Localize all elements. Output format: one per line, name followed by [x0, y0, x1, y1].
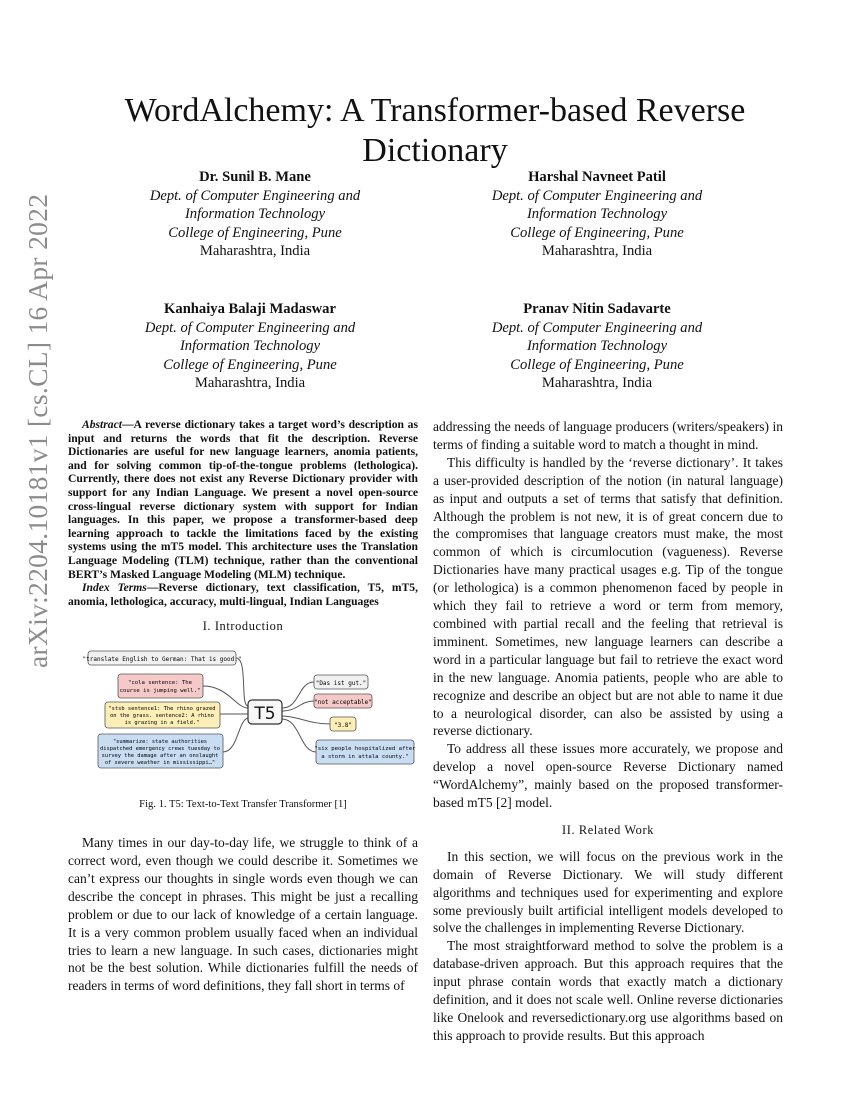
author-dept: Information Technology [526, 338, 668, 355]
abstract-label: Abstract [82, 418, 122, 431]
output-text: "not acceptable" [314, 699, 372, 707]
author-location: Maharashtra, India [541, 375, 653, 392]
author-dept: Dept. of Computer Engineering and [491, 319, 703, 336]
index-terms-text: —Reverse dictionary, text classification, T5, mT5, anomia, lethologica, accuracy, multi-lingual, Indian Languages [68, 581, 418, 608]
body-paragraph: Many times in our day-to-day life, we struggle to think of a correct word, even though we could describe it. Sometimes we can’t express our thoughts in single words even though we can describe the concept in phrases. This might be just a recalling problem or due to our lack of knowledge of a certain language. It is a very common problem usually faced when an individual tries to learn a new language. In such cases, dictionaries might not be the best solution. While dictionaries fulfill the needs of readers in terms of word definitions, they fall short in terms of [68, 835, 418, 994]
author-location: Maharashtra, India [541, 243, 653, 260]
author-block [427, 168, 767, 261]
author-name: Pranav Nitin Sadavarte [523, 301, 671, 317]
connector-line [282, 716, 330, 724]
author-dept: Information Technology [184, 206, 326, 223]
body-paragraph: The most straightforward method to solve the problem is a database-driven approach. But this approach requires that the input phrase contain words that exactly match a dictionary definition, and it does not scale well. Online reverse dictionaries like Onelook and reversedictionary.org use algorithms based on this approach to provide results. But this approach [433, 938, 783, 1043]
author-dept: Dept. of Computer Engineering and [149, 187, 361, 204]
input-text: survey the damage after an onslaught [101, 753, 219, 760]
body-paragraph: In this section, we will focus on the previous work in the domain of Reverse Dictionary. We will study different algorithms and techniques used for experimenting and explore some previously built artificial intelligent models developed to solve the challenges in implementing Reverse Dictionary. [433, 848, 783, 936]
author-college: College of Engineering, Pune [168, 224, 342, 241]
abstract-text: —A reverse dictionary takes a target word’s description as input and returns the words that fit the description. Reverse Dictionaries are useful for new language learners, anomia patients, and for solving common tip-of-the-tongue problems (lethologica). Currently, there does not exist any Reverse Dictionary provider with support for any Indian Language. We present a novel open-source cross-lingual reverse dictionary system with support for Indian languages. In this paper, we propose a transformer-based deep learning approach to tackle the limitations faced by the existing systems using the mT5 model. This architecture uses the Translation Language Modeling (TLM) technique, rather than the conventional BERT’s Masked Language Modeling (MLM) technique. [68, 418, 418, 581]
body-paragraph: addressing the needs of language producers (writers/speakers) in terms of finding a suitable word to match a thought in mind. [433, 419, 783, 452]
input-text: "summarize: state authorities [112, 739, 208, 746]
output-text: a storm in attala county." [321, 754, 409, 761]
author-dept: Information Technology [179, 338, 321, 355]
left-column [68, 418, 418, 995]
paper-title: WordAlchemy: A Transformer-based Reverse Dictionary [124, 91, 746, 169]
right-column [433, 418, 783, 1045]
connector-line [223, 718, 248, 752]
input-text: "stsb sentence1: The rhino grazed [108, 706, 216, 713]
connector-line [236, 658, 248, 706]
author-dept: Dept. of Computer Engineering and [144, 319, 356, 336]
input-text: of severe weather in mississippi…" [104, 760, 216, 767]
input-text: "translate English to German: That is good." [82, 656, 242, 664]
output-text: "Das ist gut." [315, 680, 367, 688]
input-box [118, 674, 203, 698]
author-name: Harshal Navneet Patil [528, 169, 666, 185]
figure-caption: Fig. 1. T5: Text-to-Text Transfer Transformer [1] [139, 799, 347, 811]
body-paragraph: To address all these issues more accurately, we propose and develop a novel open-source Reverse Dictionary named “WordAlchemy”, mainly based on the proposed transformer-based mT5 [2] model. [433, 741, 783, 811]
input-text: is grazing in a field." [124, 720, 200, 727]
author-location: Maharashtra, India [194, 375, 306, 392]
author-college: College of Engineering, Pune [510, 224, 684, 241]
body-paragraph: This difficulty is handled by the ‘reverse dictionary’. It takes a user-provided description of the notion (in natural language) as input and outputs a set of terms that satisfy that definition. Although the problem is not new, it is of great concern due to the compromises that language creators must make, the most common of which is circumlocution (vagueness). Reverse Dictionaries have many practical usages e.g. Tip of the tongue (or lethologica) is a common phenomenon faced by people in which they fail to retrieve a word or term from memory, combined with partial recall and the feeling that retrieval is imminent. Sometimes, new language learners can describe a word in a particular language but fail to retrieve the exact word in the new language. Anomia patients, people who are able to recognize and describe an object but are not able to name it due to a neurological disorder, can also be assisted by using a reverse dictionary. [433, 454, 783, 739]
output-box [316, 740, 414, 764]
input-text: course is jumping well." [119, 688, 201, 695]
t5-model-label: T5 [254, 704, 276, 725]
output-text: "six people hospitalized after [314, 746, 416, 753]
abstract [68, 418, 418, 608]
author-college: College of Engineering, Pune [510, 356, 684, 373]
section-heading: II. Related Work [562, 822, 654, 837]
author-location: Maharashtra, India [199, 243, 311, 260]
author-name: Dr. Sunil B. Mane [199, 169, 311, 185]
input-text: dispatched emergency crews tuesday to [99, 746, 221, 753]
connector-line [282, 701, 314, 711]
author-dept: Dept. of Computer Engineering and [491, 187, 703, 204]
arxiv-identifier[interactable]: arXiv:2204.10181v1 [cs.CL] 16 Apr 2022 [22, 193, 53, 668]
section-heading: I. Introduction [202, 619, 284, 634]
author-dept: Information Technology [526, 206, 668, 223]
author-block [80, 300, 420, 393]
connector-line [282, 719, 316, 752]
output-text: "3.8" [333, 722, 353, 730]
index-terms-label: Index Terms [82, 581, 147, 595]
t5-diagram [68, 644, 418, 784]
input-text: "cola sentence: The [128, 680, 192, 687]
connector-line [282, 682, 314, 708]
author-name: Kanhaiya Balaji Madaswar [164, 301, 336, 317]
t5-figure [68, 644, 418, 784]
input-text: on the grass. sentence2: A rhino [110, 713, 214, 720]
author-college: College of Engineering, Pune [163, 356, 337, 373]
author-block [427, 300, 767, 393]
author-block [85, 168, 425, 261]
